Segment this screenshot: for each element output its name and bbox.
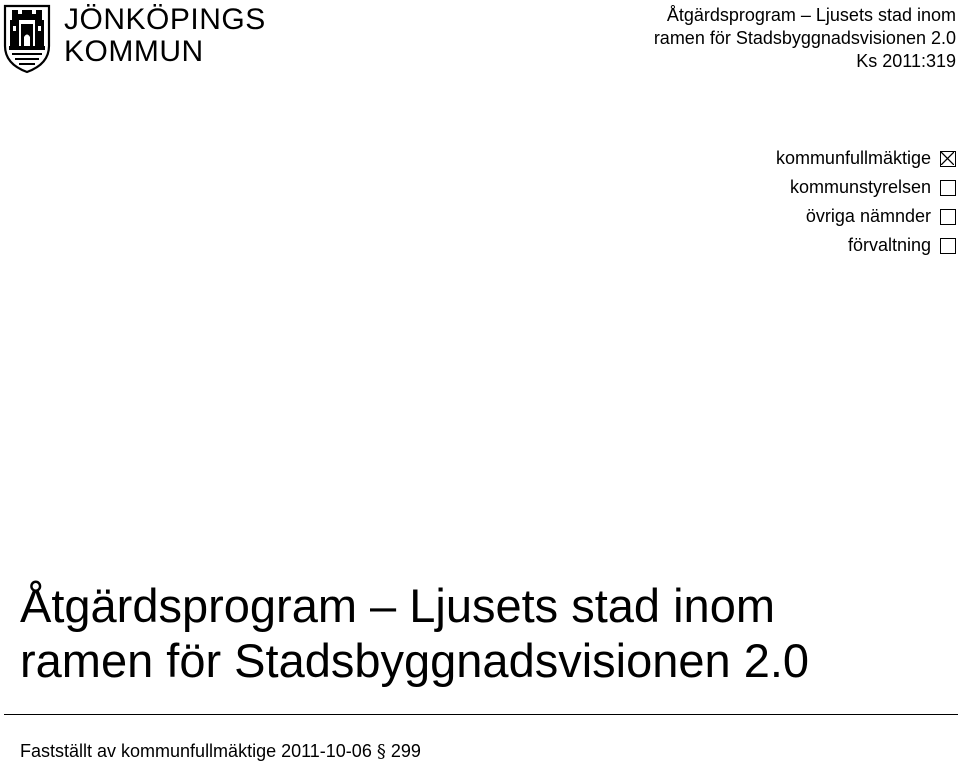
recipient-label: kommunfullmäktige [775, 148, 931, 168]
recipient-checklist [776, 144, 956, 260]
reference-number: Ks 2011:319 [856, 51, 956, 71]
recipient-row-forvaltning [776, 231, 956, 260]
checkbox-unchecked[interactable] [940, 238, 956, 254]
logo-line-1: JÖNKÖPINGS [64, 3, 266, 36]
document-header [356, 4, 956, 73]
recipient-row-ovriga-namnder [776, 202, 956, 231]
section-symbol: § [376, 741, 386, 762]
recipient-row-kommunfullmaktige [776, 144, 956, 173]
section-number: 299 [390, 741, 421, 761]
recipient-label: förvaltning [847, 235, 931, 255]
cross-mark-icon [941, 152, 954, 165]
document-title-line-2: ramen för Stadsbyggnadsvisionen 2.0 [20, 634, 810, 687]
recipient-label: övriga nämnder [805, 206, 931, 226]
recipient-row-kommunstyrelsen [776, 173, 956, 202]
horizontal-divider [4, 714, 958, 715]
header-title-line-1: Åtgärdsprogram – Ljusets stad inom [666, 5, 956, 25]
recipient-label: kommunstyrelsen [789, 177, 931, 197]
checkbox-checked[interactable] [940, 151, 956, 167]
municipality-logo [2, 2, 274, 74]
header-title-line-2: ramen för Stadsbyggnadsvisionen 2.0 [653, 28, 956, 48]
checkbox-unchecked[interactable] [940, 180, 956, 196]
checkbox-unchecked[interactable] [940, 209, 956, 225]
document-title-line-1: Åtgärdsprogram – Ljusets stad inom [20, 579, 775, 632]
document-title [20, 578, 940, 688]
adoption-text: Fastställt av kommunfullmäktige 2011-10-06 [20, 741, 372, 761]
logo-line-2: KOMMUN [64, 35, 204, 68]
logo-wordmark [64, 4, 266, 68]
adoption-note [20, 739, 421, 764]
city-coat-of-arms-icon [2, 2, 52, 74]
